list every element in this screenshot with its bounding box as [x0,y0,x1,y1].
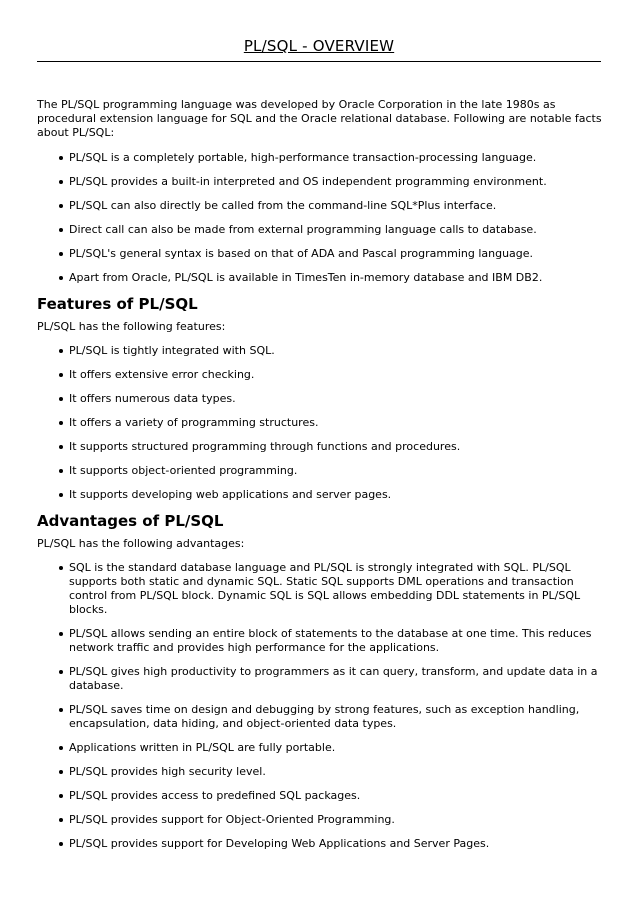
document-body [37,98,603,861]
list-item: PL/SQL allows sending an entire block of statements to the database at one time. This reduces network traffic and provides high performance for the applications. [37,627,603,655]
list-item: PL/SQL gives high productivity to programmers as it can query, transform, and update data in a database. [37,665,603,693]
list-item: PL/SQL's general syntax is based on that of ADA and Pascal programming language. [37,247,603,261]
features-lead: PL/SQL has the following features: [37,320,226,333]
list-item: It offers numerous data types. [37,392,603,406]
page-title: PL/SQL - OVERVIEW [243,37,395,55]
list-item: It supports developing web applications and server pages. [37,488,603,502]
advantages-heading: Advantages of PL/SQL [37,512,224,530]
list-item: It offers extensive error checking. [37,368,603,382]
intro-paragraph: The PL/SQL programming language was developed by Oracle Corporation in the late 1980s as procedural extension language for SQL and the Oracle relational database. Following are notable facts about PL/SQL: [37,98,602,139]
title-divider [37,61,601,62]
list-item: SQL is the standard database language and PL/SQL is strongly integrated with SQL. PL/SQL supports both static and dynamic SQL. Static SQL supports DML operations and transaction control from PL/SQL block. Dynamic SQL is SQL allows embedding DDL statements in PL/SQL blocks. [37,561,603,617]
list-item: PL/SQL saves time on design and debugging by strong features, such as exception handling, encapsulation, data hiding, and object-oriented data types. [37,703,603,731]
list-item: Direct call can also be made from external programming language calls to database. [37,223,603,237]
list-item: PL/SQL provides support for Object-Oriented Programming. [37,813,603,827]
features-list [37,344,603,502]
list-item: It supports structured programming through functions and procedures. [37,440,603,454]
list-item: PL/SQL provides high security level. [37,765,603,779]
list-item: PL/SQL provides access to predefined SQL packages. [37,789,603,803]
features-heading: Features of PL/SQL [37,295,198,313]
list-item: It supports object-oriented programming. [37,464,603,478]
list-item: PL/SQL is tightly integrated with SQL. [37,344,603,358]
advantages-lead: PL/SQL has the following advantages: [37,537,245,550]
facts-list [37,151,603,285]
advantages-list [37,561,603,851]
list-item: Apart from Oracle, PL/SQL is available in TimesTen in-memory database and IBM DB2. [37,271,603,285]
list-item: Applications written in PL/SQL are fully portable. [37,741,603,755]
list-item: PL/SQL provides support for Developing Web Applications and Server Pages. [37,837,603,851]
list-item: PL/SQL can also directly be called from the command-line SQL*Plus interface. [37,199,603,213]
list-item: PL/SQL is a completely portable, high-performance transaction-processing language. [37,151,603,165]
list-item: It offers a variety of programming structures. [37,416,603,430]
list-item: PL/SQL provides a built-in interpreted and OS independent programming environment. [37,175,603,189]
